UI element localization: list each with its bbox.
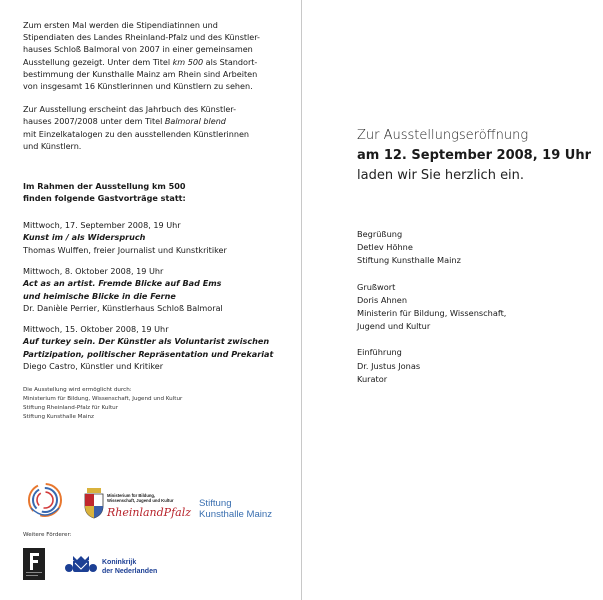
ministry-logo-text-2: Wissenschaft, Jugend und Kultur — [107, 498, 174, 503]
talk-title: Auf turkey sein. Der Künstler als Voluntarist zwischen — [23, 336, 270, 347]
netherlands-wordmark-2: der Nederlanden — [102, 568, 158, 575]
talk-title-cont: Partizipation, politischer Repräsentation und Prekariat — [23, 348, 274, 359]
rlp-wordmark: RheinlandPfalz — [107, 506, 192, 519]
talk-item — [23, 265, 295, 314]
talk-title: Kunst im / als Widerspruch — [23, 232, 146, 243]
rings-logo — [29, 484, 61, 516]
talk-item — [23, 323, 295, 372]
talk-speaker: Dr. Danièle Perrier, Künstlerhaus Schloß Balmoral — [23, 302, 223, 313]
talk-item — [23, 219, 295, 256]
talks-heading: Im Rahmen der Ausstellung km 500 finden folgende Gastvorträge statt: — [23, 181, 186, 204]
sponsor-credits: Die Ausstellung wird ermöglicht durch: Ministerium für Bildung, Wissenschaft, Jugend und Kultur Stiftung Rheinland-Pfalz für Kultur Stiftung Kunsthalle Mainz — [23, 387, 183, 420]
invite-date: am 12. September 2008, 19 Uhr — [357, 148, 592, 163]
stiftung-logo-line1: Stiftung — [199, 498, 232, 509]
program-block: Begrüßung Detlev Höhne Stiftung Kunsthalle Mainz — [357, 229, 461, 266]
sponsor-logos — [23, 478, 293, 528]
talk-title: Act as an artist. Fremde Blicke auf Bad Ems — [23, 278, 222, 289]
talk-title-cont: und heimische Blicke in die Ferne — [23, 290, 176, 301]
talk-date: Mittwoch, 15. Oktober 2008, 19 Uhr — [23, 324, 169, 335]
more-sponsors-label: Weitere Förderer: — [23, 532, 72, 538]
program-block: Einführung Dr. Justus Jonas Kurator — [357, 347, 421, 384]
intro-paragraph: Zum ersten Mal werden die Stipendiatinnen und Stipendiaten des Landes Rheinland-Pfalz und des Künstler- hauses Schloß Balmoral von 2007 in einer gemeinsamen Ausstellung gezeigt. Unter dem Titel km 500 als Standort- bestimmung der Kunsthalle Mainz am Rhein sind Arbeiten von insgesamt 16 Künstlerinnen und Künstlern zu sehen. — [23, 20, 260, 92]
rlp-coat-of-arms-icon — [85, 488, 103, 518]
talk-date: Mittwoch, 8. Oktober 2008, 19 Uhr — [23, 265, 164, 276]
right-panel — [357, 126, 597, 399]
talk-speaker: Thomas Wulffen, freier Journalist und Kunstkritiker — [23, 244, 227, 255]
f-logo — [23, 548, 45, 580]
program-block: Grußwort Doris Ahnen Ministerin für Bildung, Wissenschaft, Jugend und Kultur — [357, 281, 507, 332]
fold-line — [301, 0, 302, 600]
talk-date: Mittwoch, 17. September 2008, 19 Uhr — [23, 220, 181, 231]
ministry-logo-text: Ministerium für Bildung, — [107, 493, 156, 498]
invite-line-3: laden wir Sie herzlich ein. — [357, 168, 525, 183]
left-panel — [23, 19, 295, 421]
talks-list — [23, 219, 295, 372]
invite-line-1: Zur Ausstellungseröffnung — [357, 128, 529, 143]
program — [357, 228, 597, 386]
netherlands-crest-icon — [65, 556, 97, 572]
netherlands-wordmark-1: Koninkrijk — [102, 559, 137, 566]
catalog-paragraph: Zur Ausstellung erscheint das Jahrbuch des Künstler- hauses 2007/2008 unter dem Titel Balmoral blend mit Einzelkatalogen zu den ausstellenden Künstlerinnen und Künstlern. — [23, 104, 250, 151]
more-sponsor-logos — [23, 548, 293, 584]
stiftung-logo-line2: Kunsthalle Mainz — [199, 509, 273, 520]
talk-speaker: Diego Castro, Künstler und Kritiker — [23, 361, 164, 371]
